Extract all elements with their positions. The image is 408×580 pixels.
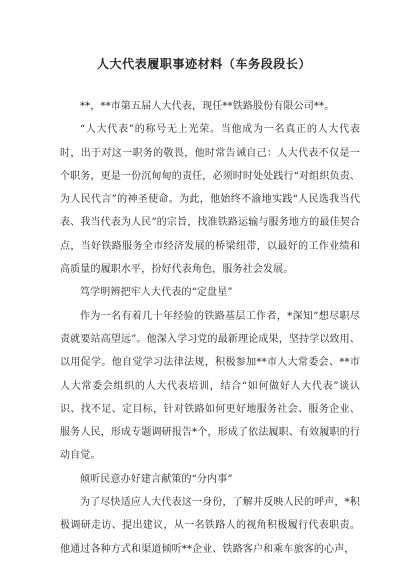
section-heading-study: 笃学明辨把牢人大代表的“定盘星”	[80, 287, 233, 299]
paragraph-study: 作为一名有着几十年经验的铁路基层工作者，*深知“想尽职尽责就要站高望远”。他深入学习党的最新理论成果，坚持学以致用、以用促学。他自觉学习法律法规，积极参加**市人大常委会、**市人大常委会组织的人大代表培训，结合“如何做好人大代表”谈认识、找不足、定目标，针对铁路如何更好地服务社会、服务企业、服务人民，形成专题调研报告*个，形成了依法履职、有效履职的行动自觉。	[60, 310, 360, 462]
document-body	[60, 95, 360, 561]
section-heading-listen: 倾听民意办好建言献策的“分内事”	[80, 473, 233, 485]
paragraph-intro: **，**市第五届人大代表，现任**铁路股份有限公司**。	[80, 101, 335, 112]
paragraph-listen: 为了尽快适应人大代表这一身份，了解并反映人民的呼声，*积极调研走访、提出建议，从一名铁路人的视角积极履行代表职责。他通过各种方式和渠道倾听**企业、铁路客户和乘车旅客的心声，	[60, 497, 360, 555]
document-title: 人大代表履职事迹材料（车务段段长）	[96, 57, 312, 71]
paragraph-honor: “人大代表”的称号无上光荣。当他成为一名真正的人大代表时，出于对这一职务的敬畏，他时常告诫自己：人大代表不仅是一个职务，更是一份沉甸甸的责任，必须时时处处践行“对组织负责、为人民代言”的神圣使命。为此，他始终不渝地实践“人民选我当代表、我当代表为人民”的宗旨，找准铁路运输与服务地方的最佳契合点，当好铁路服务全市经济发展的桥梁纽带，以最好的工作业绩和高质量的履职水平，扮好代表角色，服务社会发展。	[60, 124, 360, 276]
